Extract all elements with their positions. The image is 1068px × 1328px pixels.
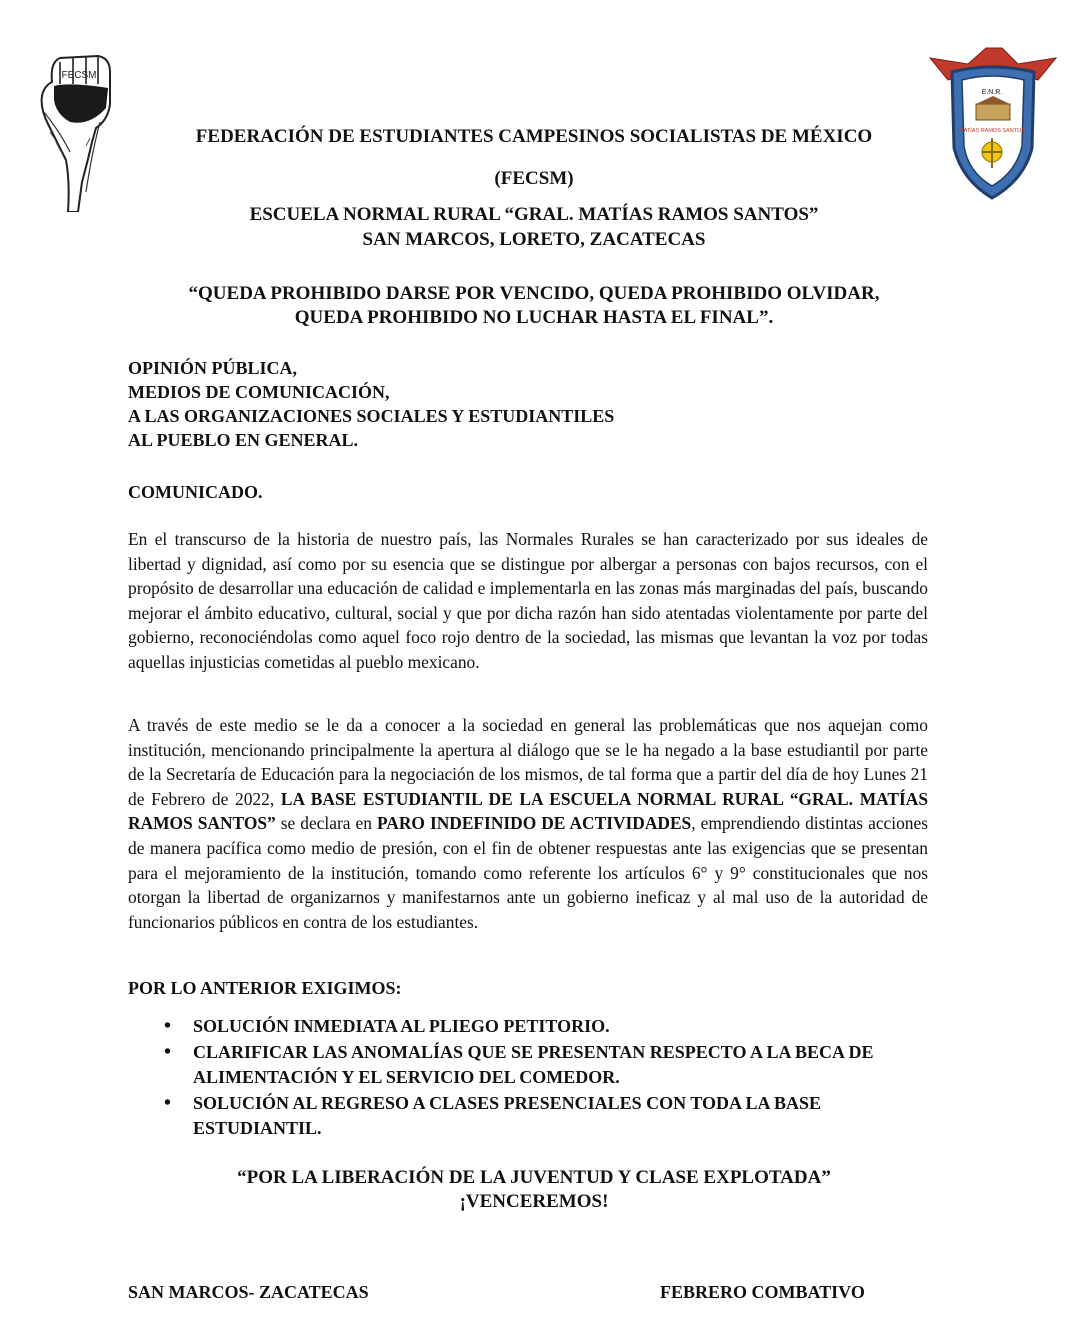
crest-lettering-mid: MATÍAS RAMOS SANTOS (959, 128, 1025, 134)
federation-acronym: (FECSM) (494, 168, 574, 189)
fist-lettering: FECSM (61, 70, 97, 81)
addressee-1: OPINIÓN PÚBLICA, (128, 358, 298, 378)
demand-item-2: • CLARIFICAR LAS ANOMALÍAS QUE SE PRESENTAN RESPECTO A LA BECA DE ALIMENTACIÓN Y EL SERVICIO DEL COMEDOR. (128, 1040, 928, 1090)
school-name: ESCUELA NORMAL RURAL “GRAL. MATÍAS RAMOS SANTOS” (249, 204, 819, 225)
addressee-4: AL PUEBLO EN GENERAL. (128, 430, 359, 450)
paragraph-2-text-3: , emprendiendo distintas acciones de manera pacífica como medio de presión, con el fin de obtener respuestas ante las exigencias que se presentan para el mejoramiento de la institución, tomando como referente los artículos 6° y 9° constitucionales que nos otorgan la libertad de organizarnos y manifestarnos ante un gobierno ineficaz y al mal uso de la autoridad de funcionarios públicos en contra de los estudiantes. (128, 813, 928, 932)
paragraph-2-bold-1: LA BASE ESTUDIANTIL DE LA ESCUELA NORMAL RURAL “GRAL. MATÍAS RAMOS SANTOS” (128, 788, 928, 834)
paragraph-2-bold-2: PARO INDEFINIDO DE ACTIVIDADES (376, 813, 692, 834)
motto-line-2: QUEDA PROHIBIDO NO LUCHAR HASTA EL FINAL”. (294, 307, 774, 328)
paragraph-1: En el transcurso de la historia de nuestro país, las Normales Rurales se han caracterizado por sus ideales de libertad y dignidad, así como por su esencia que se distingue por albergar a personas con bajos recursos, con el propósito de desarrollar una educación de calidad e implementarla en las zonas más marginadas del país, buscando mejorar el ámbito educativo, cultural, social y que por dicha razón han sido atentadas violentamente por parte del gobierno, reconociéndolas como aquel foco rojo dentro de la sociedad, las mismas que levantan la voz por todas aquellas injusticias cometidas al pueblo mexicano. (128, 529, 928, 672)
paragraph-2-text-1: A través de este medio se le da a conocer a la sociedad en general las problemáticas que nos aquejan como institución, mencionando principalmente la apertura al diálogo que se le ha negado a la base estudiantil por parte de la Secretaría de Educación para la negociación de los mismos, de tal forma que a partir del día de hoy Lunes 21 de Febrero de 2022, (128, 715, 928, 809)
crest-lettering-top: E.N.R. (981, 89, 1003, 96)
closing-slogan: “POR LA LIBERACIÓN DE LA JUVENTUD Y CLASE EXPLOTADA” (237, 1167, 831, 1188)
demands-list (128, 1014, 928, 1142)
motto-line-1: “QUEDA PROHIBIDO DARSE POR VENCIDO, QUEDA PROHIBIDO OLVIDAR, (188, 283, 880, 304)
school-location: SAN MARCOS, LORETO, ZACATECAS (362, 229, 706, 250)
addressee-2: MEDIOS DE COMUNICACIÓN, (128, 382, 390, 402)
closing-venceremos: ¡VENCEREMOS! (459, 1191, 609, 1212)
demand-item-3: • SOLUCIÓN AL REGRESO A CLASES PRESENCIALES CON TODA LA BASE ESTUDIANTIL. (128, 1091, 928, 1141)
demand-item-1: • SOLUCIÓN INMEDIATA AL PLIEGO PETITORIO. (128, 1014, 928, 1039)
addressee-3: A LAS ORGANIZACIONES SOCIALES Y ESTUDIANTILES (128, 406, 615, 426)
comunicado-title: COMUNICADO. (128, 482, 263, 502)
demands-title: POR LO ANTERIOR EXIGIMOS: (128, 978, 402, 998)
federation-title: FEDERACIÓN DE ESTUDIANTES CAMPESINOS SOCIALISTAS DE MÉXICO (195, 126, 873, 147)
footer-location: SAN MARCOS- ZACATECAS (128, 1282, 369, 1302)
paragraph-2 (128, 713, 928, 934)
footer-date: FEBRERO COMBATIVO (660, 1282, 865, 1302)
paragraph-2-text-2: se declara en (275, 813, 377, 834)
